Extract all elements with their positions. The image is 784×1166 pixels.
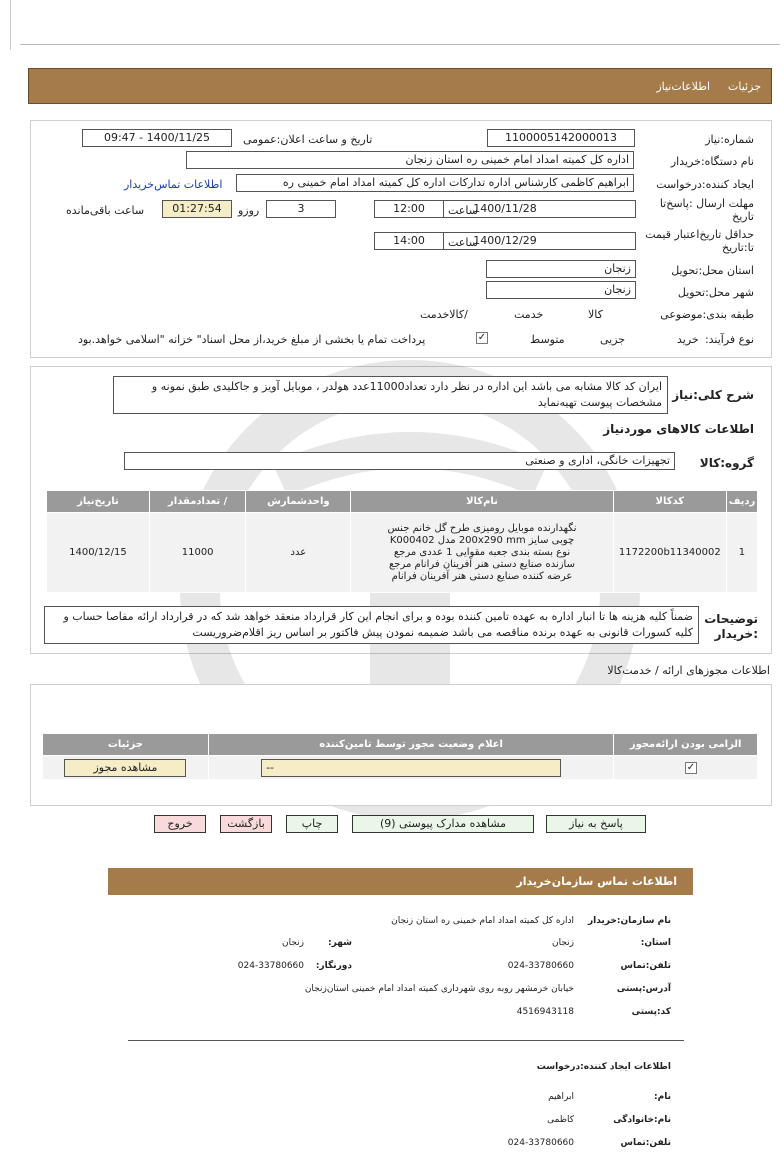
buyer-field: اداره کل کمیته امداد امام خمینی ره استان زنجان xyxy=(186,151,634,169)
days-label: روزو xyxy=(238,204,260,217)
province-field: زنجان xyxy=(486,260,636,278)
address-value: خیابان خرمشهر روبه روی شهرداری کمیته امداد امام خمینی استان‌زنجان xyxy=(304,984,574,994)
postal-label: کد:پستی xyxy=(631,1007,671,1017)
process-buy-label: خرید xyxy=(677,333,699,346)
goods-info-title: اطلاعات کالاهای موردنیاز xyxy=(603,422,754,436)
buyer-notes-label: توضیحات :خریدار xyxy=(704,612,758,641)
org-value: اداره کل کمیته امداد امام خمینی ره استان زنجان xyxy=(391,916,574,926)
deadline-label: مهلت ارسال :پاسخ‌تا تاریخ xyxy=(659,197,754,223)
announce-field: 1400/11/25 - 09:47 xyxy=(82,129,232,147)
cell-qty: 11000 xyxy=(149,513,246,593)
remaining-time-field: 01:27:54 xyxy=(162,200,232,218)
province-contact-label: استان: xyxy=(640,938,671,948)
category-goods-label: کالا xyxy=(588,308,603,321)
remaining-label: ساعت باقی‌مانده xyxy=(66,204,145,217)
cell-name: نگهدارنده موبایل رومیزی طرح گل خانم جنس چوبی سایز 200x290 mm مدل K000402 نوع بسته بندی جعبه مقوایی 1 عددی مرجع سازنده صنایع دستی هنر آفرینان فرانام مرجع عرضه کننده صنایع دستی هنر آفرینان فرانام xyxy=(351,513,613,593)
deadline-time-label: ساعت xyxy=(448,204,478,217)
table-row xyxy=(43,756,758,780)
process-label: نوع فرآیند: xyxy=(704,333,754,346)
creator-phone-value: 024-33780660 xyxy=(507,1138,574,1148)
days-field: 3 xyxy=(266,200,336,218)
province-contact-value: زنجان xyxy=(551,938,574,948)
goods-group-label: گروه:کالا xyxy=(699,456,754,470)
tab-details[interactable]: جزئیات xyxy=(728,79,761,93)
validity-time-label: ساعت xyxy=(448,236,478,249)
process-partial-label: جزیی xyxy=(600,333,626,346)
permit-required-checkbox: ✓ xyxy=(686,761,696,773)
postal-value: 4516943118 xyxy=(516,1007,574,1017)
creator-phone-label: تلفن:تماس xyxy=(620,1138,671,1148)
org-label: نام سازمان:خریدار xyxy=(587,916,671,926)
cell-date: 1400/12/15 xyxy=(47,513,150,593)
payment-checkbox[interactable]: ✓ xyxy=(477,332,487,343)
col-permit-details: جزئیات xyxy=(43,734,209,756)
province-label: استان محل:تحویل xyxy=(671,264,754,277)
family-value: کاظمی xyxy=(547,1115,574,1125)
contact-header: اطلاعات تماس سازمان‌خریدار xyxy=(108,868,693,895)
page-header xyxy=(28,68,772,104)
fax-value: 024-33780660 xyxy=(237,961,304,971)
validity-label: حداقل تاریخ‌اعتبار قیمت تا:تاریخ xyxy=(645,228,754,254)
city-contact-value: زنجان xyxy=(281,938,304,948)
col-permit-required: الزامی بودن ارائه‌مجوز xyxy=(614,734,758,756)
process-medium-label: متوسط xyxy=(530,333,565,346)
announce-label: تاریخ و ساعت اعلان:عمومی xyxy=(243,133,373,146)
address-label: آدرس:پستی xyxy=(616,984,671,994)
print-button[interactable]: چاپ xyxy=(286,815,338,833)
category-goods-service-label: /کالاخدمت xyxy=(420,308,468,321)
col-qty: / تعدادمقدار xyxy=(149,491,246,513)
payment-note: پرداخت تمام یا بخشی از مبلغ خرید،از محل اسناد" خزانه "اسلامی خواهد.بود xyxy=(78,333,426,346)
phone-label: تلفن:تماس xyxy=(620,961,671,971)
left-border-line xyxy=(10,0,11,50)
creator-info-title: اطلاعات ایجاد کننده:درخواست xyxy=(536,1062,671,1072)
city-field: زنجان xyxy=(486,281,636,299)
view-permit-button[interactable]: مشاهده مجوز xyxy=(64,759,186,777)
goods-group-field: تجهیزات خانگی، اداری و صنعتی xyxy=(124,452,675,470)
col-code: کدکالا xyxy=(613,491,726,513)
category-service-label: خدمت xyxy=(514,308,544,321)
buyer-label: نام دستگاه:خریدار xyxy=(670,155,754,168)
creator-field: ابراهیم کاظمی کارشناس اداره تدارکات اداره کل کمیته امداد امام خمینی ره xyxy=(236,174,634,192)
city-contact-label: شهر: xyxy=(328,938,352,948)
col-name: نام‌کالا xyxy=(351,491,613,513)
cell-code: 1172200b11340002 xyxy=(613,513,726,593)
creator-label: ایجاد کننده:درخواست xyxy=(656,178,754,191)
buyer-notes-text: ضمناً کلیه هزینه ها تا انبار اداره به عهده تامین کننده بوده و برای انجام این کار قرارداد منعقد خواهد شد که در قرارداد ارائه مفاصا حساب و کلیه کسورات قانونی به عهده برنده مناقصه می باشد ضمیمه نمودن پیش فاکتور بر اساس ریز اقلام‌ضروریست xyxy=(44,606,699,644)
col-unit: واحدشمارش xyxy=(246,491,351,513)
validity-time-field: 14:00 xyxy=(374,232,444,250)
need-number-field: 1100005142000013 xyxy=(487,129,635,147)
exit-button[interactable]: خروج xyxy=(154,815,206,833)
items-table xyxy=(46,490,758,593)
family-label: نام:خانوادگی xyxy=(613,1115,671,1125)
col-permit-status: اعلام وضعیت مجوز توسط تامین‌کننده xyxy=(208,734,614,756)
cell-unit: عدد xyxy=(246,513,351,593)
category-label: طبقه بندی:موضوعی xyxy=(660,308,754,321)
need-number-label: شماره:نیاز xyxy=(705,133,754,146)
contact-divider xyxy=(128,1040,684,1041)
buyer-contact-link[interactable]: اطلاعات تماس‌خریدار xyxy=(124,178,223,191)
col-row: ردیف xyxy=(726,491,757,513)
description-label: شرح کلی:نیاز xyxy=(672,388,754,402)
col-date: تاریخ‌نیاز xyxy=(47,491,150,513)
permit-status-field[interactable]: -- xyxy=(261,759,561,777)
permits-table xyxy=(42,733,758,780)
deadline-time-field: 12:00 xyxy=(374,200,444,218)
phone-value: 024-33780660 xyxy=(507,961,574,971)
city-label: شهر محل:تحویل xyxy=(677,286,754,299)
cell-row: 1 xyxy=(726,513,757,593)
name-value: ابراهیم xyxy=(548,1092,574,1102)
top-divider xyxy=(20,44,780,45)
permits-title: اطلاعات مجوزهای ارائه / خدمت‌کالا xyxy=(607,664,770,677)
fax-label: دورنگار: xyxy=(315,961,352,971)
table-row xyxy=(47,513,758,593)
deadline-date-field: 1400/11/28 xyxy=(374,200,636,218)
name-label: نام: xyxy=(654,1092,671,1102)
attachments-button[interactable]: مشاهده مدارک پیوستی (9) xyxy=(352,815,534,833)
tab-need-info[interactable]: اطلاعات‌نیاز xyxy=(656,79,711,93)
respond-button[interactable]: پاسخ به نیاز xyxy=(546,815,646,833)
back-button[interactable]: بازگشت xyxy=(220,815,272,833)
description-text: ایران کد کالا مشابه می باشد این اداره در نظر دارد تعداد11000عدد هولدر ، موبایل آویز و جاکلیدی طبق نمونه و مشخصات پیوست تهیه‌نماید xyxy=(113,376,668,414)
validity-date-field: 1400/12/29 xyxy=(374,232,636,250)
